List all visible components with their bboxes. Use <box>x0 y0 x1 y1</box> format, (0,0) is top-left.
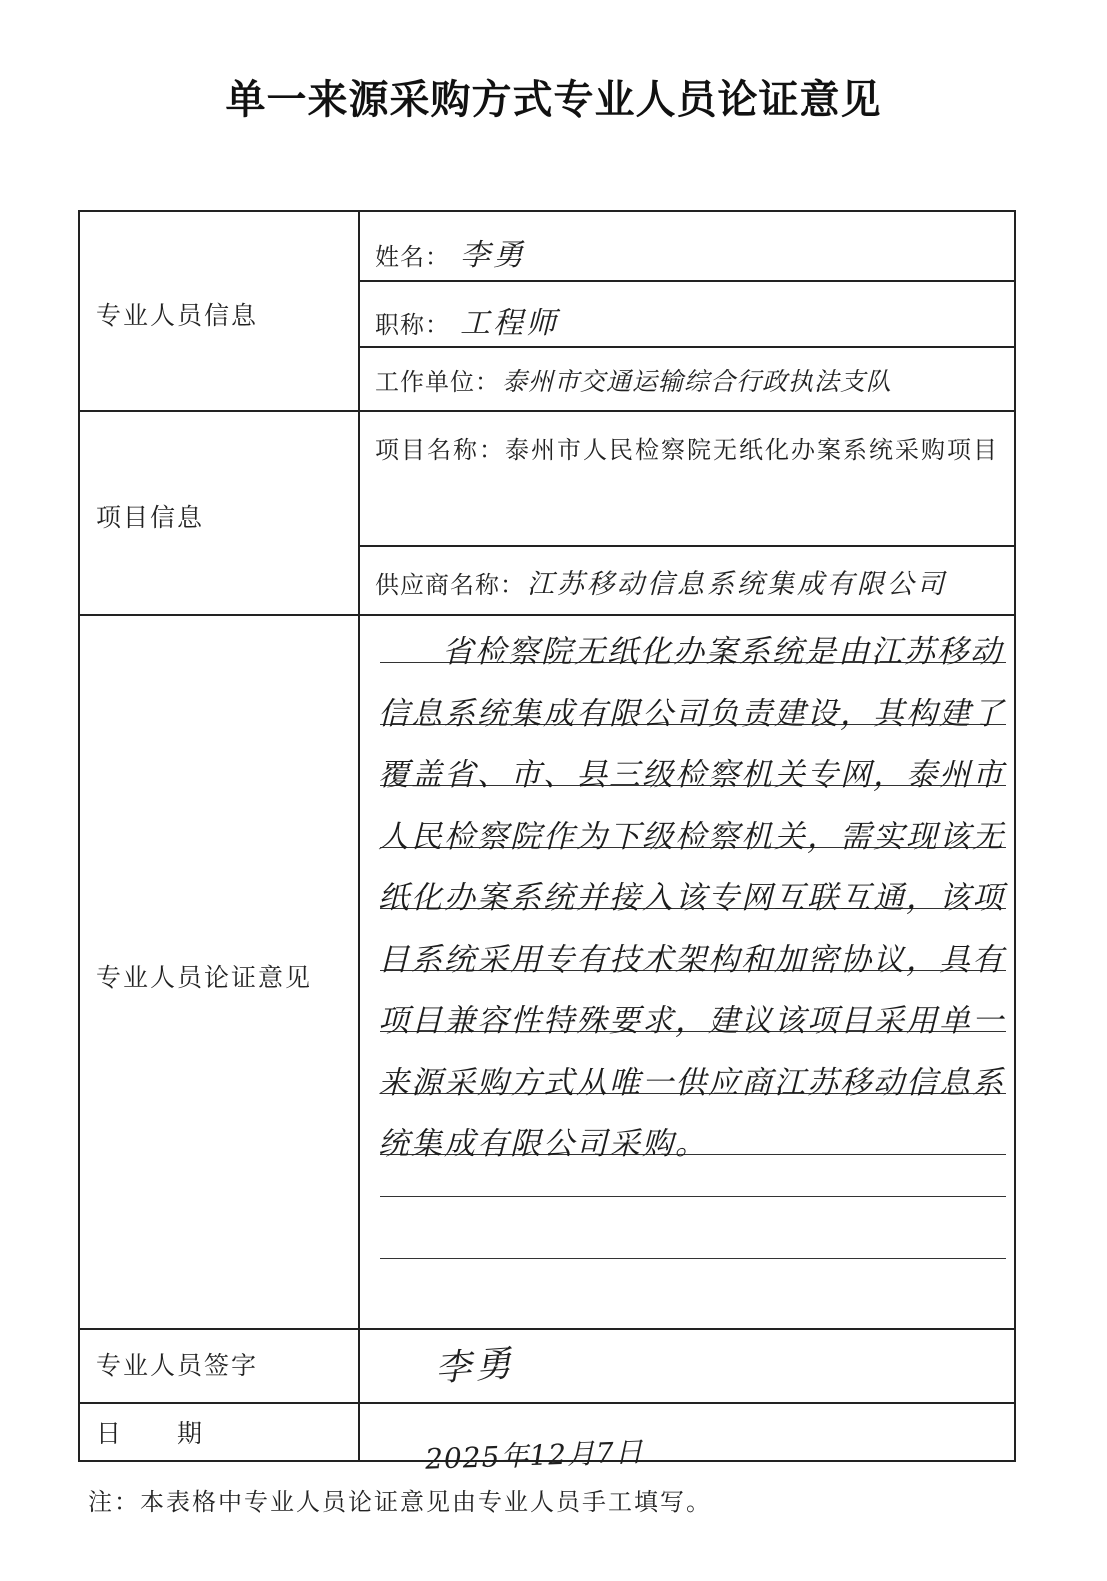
name-field <box>375 230 526 274</box>
date-label: 日 期 <box>96 1419 205 1448</box>
handwritten-signature: 李勇 <box>433 1343 517 1390</box>
supplier-value: 江苏移动信息系统集成有限公司 <box>527 569 947 600</box>
project-name: 项目名称：泰州市人民检察院无纸化办案系统采购项目 <box>375 436 999 464</box>
name-label: 姓名： <box>375 243 450 271</box>
sub-row-divider <box>358 545 1014 547</box>
title-field <box>375 298 559 342</box>
column-divider <box>358 212 360 1460</box>
page-title: 单一来源采购方式专业人员论证意见 <box>225 76 882 123</box>
ruled-line <box>380 1196 1006 1197</box>
org-label: 工作单位： <box>375 368 500 396</box>
supplier-field <box>375 562 947 601</box>
demonstration-form-table <box>78 210 1016 1476</box>
org-value: 泰州市交通运输综合行政执法支队 <box>502 367 893 396</box>
row-divider <box>80 614 1014 616</box>
supplier-label: 供应商名称： <box>375 571 525 599</box>
opinion-label: 专业人员论证意见 <box>96 963 313 992</box>
ruled-line <box>380 1258 1006 1259</box>
sub-row-divider <box>358 280 1014 282</box>
row-divider <box>80 1402 1014 1404</box>
opinion-handwritten-text: 省检察院无纸化办案系统是由江苏移动信息系统集成有限公司负责建设，其构建了覆盖省、市、县三级检察机关专网，泰州市人民检察院作为下级检察机关，需实现该无纸化办案系统并接入该专网互联互通，该项目系统采用专有技术架构和加密协议，具有项目兼容性特殊要求，建议该项目采用单一来源采购方式从唯一供应商江苏移动信息系统集成有限公司采购。 <box>378 634 1005 1162</box>
org-field <box>375 362 892 398</box>
signature-label: 专业人员签字 <box>96 1351 259 1380</box>
row-divider <box>80 1328 1014 1330</box>
title-value: 工程师 <box>460 306 559 341</box>
row-divider <box>80 410 1014 412</box>
handwritten-date: 2025年12月7日 <box>424 1435 645 1476</box>
expert-info-label: 专业人员信息 <box>96 301 259 330</box>
sub-row-divider <box>358 346 1014 348</box>
project-info-label: 项目信息 <box>96 503 205 532</box>
name-value: 李勇 <box>460 238 526 273</box>
footnote: 注：本表格中专业人员论证意见由专业人员手工填写。 <box>88 1488 712 1516</box>
title-label: 职称： <box>375 311 450 339</box>
